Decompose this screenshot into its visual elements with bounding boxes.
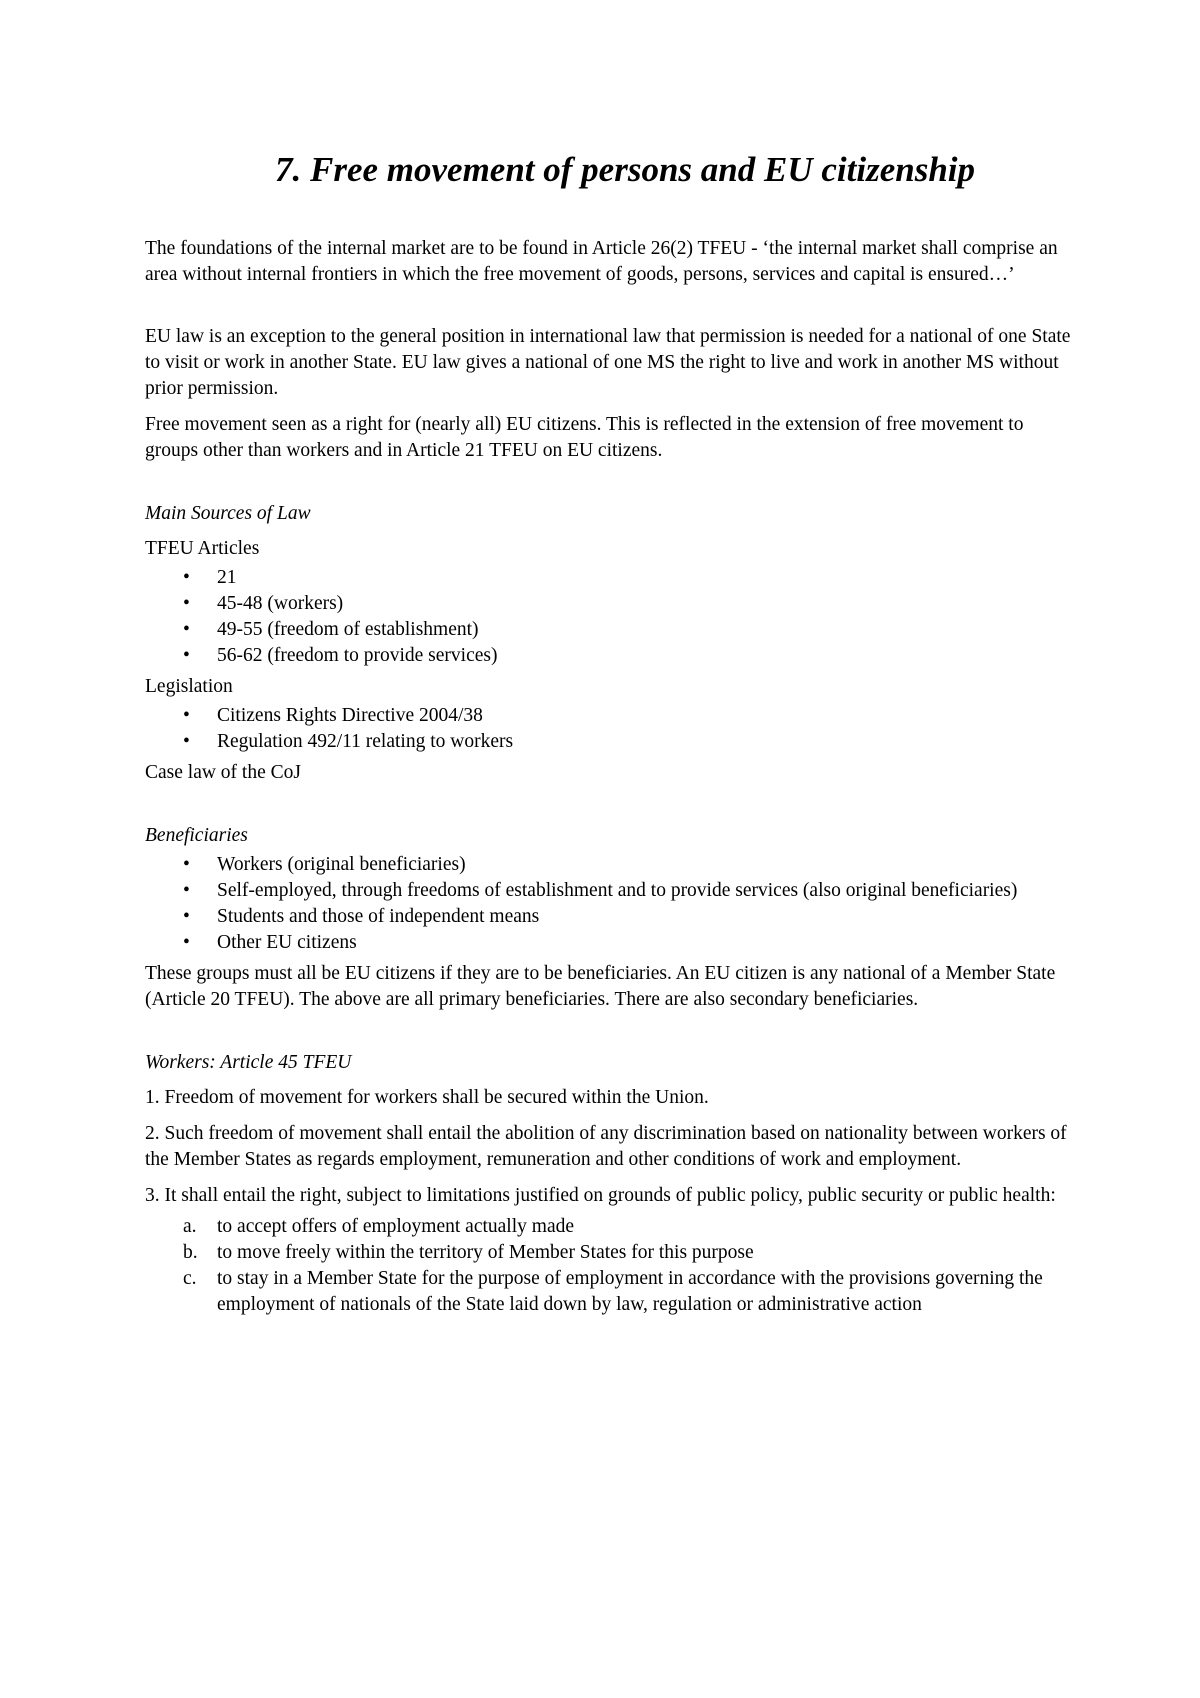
list-item: [145, 1214, 1080, 1240]
list-item-text: to accept offers of employment actually made: [217, 1216, 574, 1237]
sources-heading: Main Sources of Law: [145, 503, 311, 524]
list-marker: a.: [183, 1216, 197, 1237]
list-marker: b.: [183, 1242, 198, 1263]
workers-rights-list: [145, 1214, 1080, 1318]
page-title: 7. Free movement of persons and EU citizenship: [275, 150, 976, 189]
list-item: • Self-employed, through freedoms of establishment and to provide services (also original beneficiaries): [145, 878, 1080, 904]
legislation-list: [145, 703, 1080, 755]
list-item: • Workers (original beneficiaries): [145, 852, 1080, 878]
list-item: • Citizens Rights Directive 2004/38: [145, 703, 1080, 729]
workers-paragraph-2: 2. Such freedom of movement shall entail the abolition of any discrimination based on nationality between workers of the Member States as regards employment, remuneration and other conditions of work and employment.: [145, 1123, 1067, 1170]
list-item-text: to move freely within the territory of Member States for this purpose: [217, 1242, 754, 1263]
list-item: [145, 1266, 1080, 1318]
list-item: • 56-62 (freedom to provide services): [145, 643, 1080, 669]
right-paragraph: Free movement seen as a right for (nearly all) EU citizens. This is reflected in the extension of free movement to groups other than workers and in Article 21 TFEU on EU citizens.: [145, 414, 1024, 461]
legislation-label: Legislation: [145, 676, 233, 697]
list-item: [145, 1240, 1080, 1266]
list-item: • 49-55 (freedom of establishment): [145, 617, 1080, 643]
list-item: • 21: [145, 565, 1080, 591]
list-marker: c.: [183, 1268, 197, 1289]
beneficiaries-list: [145, 852, 1080, 956]
workers-heading: Workers: Article 45 TFEU: [145, 1052, 352, 1073]
workers-paragraph-1: 1. Freedom of movement for workers shall be secured within the Union.: [145, 1087, 709, 1108]
list-item: • 45-48 (workers): [145, 591, 1080, 617]
list-item: • Students and those of independent means: [145, 904, 1080, 930]
list-item: • Other EU citizens: [145, 930, 1080, 956]
list-item-text: to stay in a Member State for the purpose of employment in accordance with the provisions governing the employment of nationals of the State laid down by law, regulation or administrative action: [217, 1268, 1043, 1315]
tfeu-articles-list: [145, 565, 1080, 669]
list-item: • Regulation 492/11 relating to workers: [145, 729, 1080, 755]
intro-paragraph: The foundations of the internal market are to be found in Article 26(2) TFEU - ‘the internal market shall comprise an area without internal frontiers in which the free movement of goods, persons, services and capital is ensured…’: [145, 238, 1058, 285]
workers-paragraph-3: 3. It shall entail the right, subject to limitations justified on grounds of public policy, public security or public health:: [145, 1185, 1056, 1206]
beneficiaries-note: These groups must all be EU citizens if they are to be beneficiaries. An EU citizen is any national of a Member State (Article 20 TFEU). The above are all primary beneficiaries. There are also secondary beneficiaries.: [145, 963, 1056, 1010]
beneficiaries-heading: Beneficiaries: [145, 825, 248, 846]
exception-paragraph: EU law is an exception to the general position in international law that permission is needed for a national of one State to visit or work in another State. EU law gives a national of one MS the right to live and work in another MS without prior permission.: [145, 326, 1071, 399]
case-law-label: Case law of the CoJ: [145, 762, 301, 783]
tfeu-articles-label: TFEU Articles: [145, 538, 260, 559]
document-body: [145, 236, 1080, 1318]
